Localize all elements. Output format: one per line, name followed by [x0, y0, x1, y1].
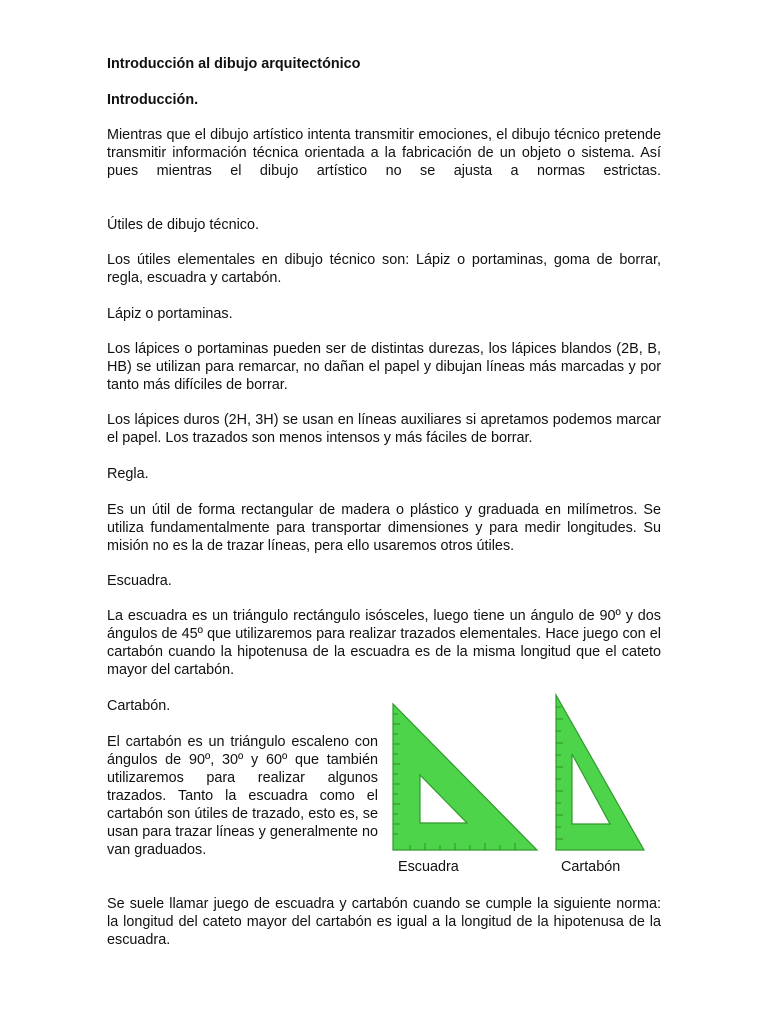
escuadra-caption: Escuadra: [398, 859, 459, 875]
cartabon-paragraph: El cartabón es un triángulo escaleno con ángulos de 90º, 30º y 60º que también utilizaremos para realizar algunos trazados. Tanto la escuadra como el cartabón son útiles de trazado, esto es, se usan para trazar líneas y generalmente no van graduados.: [107, 734, 378, 858]
lapiz-paragraph-1: Los lápices o portaminas pueden ser de distintas durezas, los lápices blandos (2B, B, HB) se utilizan para remarcar, no dañan el papel y dibujan líneas más marcadas y por tanto más difíciles de borrar.: [107, 341, 661, 393]
cartabon-triangle: [556, 695, 644, 850]
cartabon-image: [552, 692, 648, 854]
cartabon-heading: Cartabón.: [107, 698, 171, 714]
lapiz-paragraph-2: Los lápices duros (2H, 3H) se usan en líneas auxiliares si apretamos podemos marcar el papel. Los trazados son menos intensos y más fáciles de borrar.: [107, 412, 661, 446]
escuadra-image: [390, 700, 540, 854]
regla-paragraph: Es un útil de forma rectangular de madera o plástico y graduada en milímetros. Se utiliza fundamentalmente para transportar dimensiones y para medir longitudes. Su misión no es la de trazar líneas, pera ello usaremos otros útiles.: [107, 502, 661, 554]
lapiz-heading: Lápiz o portaminas.: [107, 306, 233, 322]
escuadra-heading: Escuadra.: [107, 573, 172, 589]
escuadra-paragraph: La escuadra es un triángulo rectángulo isósceles, luego tiene un ángulo de 90º y dos ángulos de 45º que utilizaremos para realizar trazados elementales. Hace juego con el cartabón cuando la hipotenusa de la escuadra es de la misma longitud que el cateto mayor del cartabón.: [107, 608, 661, 678]
utiles-heading: Útiles de dibujo técnico.: [107, 217, 259, 233]
utiles-paragraph: Los útiles elementales en dibujo técnico son: Lápiz o portaminas, goma de borrar, regla, escuadra y cartabón.: [107, 252, 661, 286]
escuadra-triangle: [393, 704, 537, 850]
document-title: Introducción al dibujo arquitectónico: [107, 56, 361, 72]
regla-heading: Regla.: [107, 466, 149, 482]
cartabon-caption: Cartabón: [561, 859, 621, 875]
intro-paragraph: Mientras que el dibujo artístico intenta transmitir emociones, el dibujo técnico pretende transmitir información técnica orientada a la fabricación de un objeto o sistema. Así pues mientras el dibujo artístico no se ajusta a normas estrictas.: [107, 127, 661, 179]
intro-heading: Introducción.: [107, 92, 199, 108]
closing-paragraph: Se suele llamar juego de escuadra y cartabón cuando se cumple la siguiente norma: la longitud del cateto mayor del cartabón es igual a la longitud de la hipotenusa de la escuadra.: [107, 896, 661, 948]
